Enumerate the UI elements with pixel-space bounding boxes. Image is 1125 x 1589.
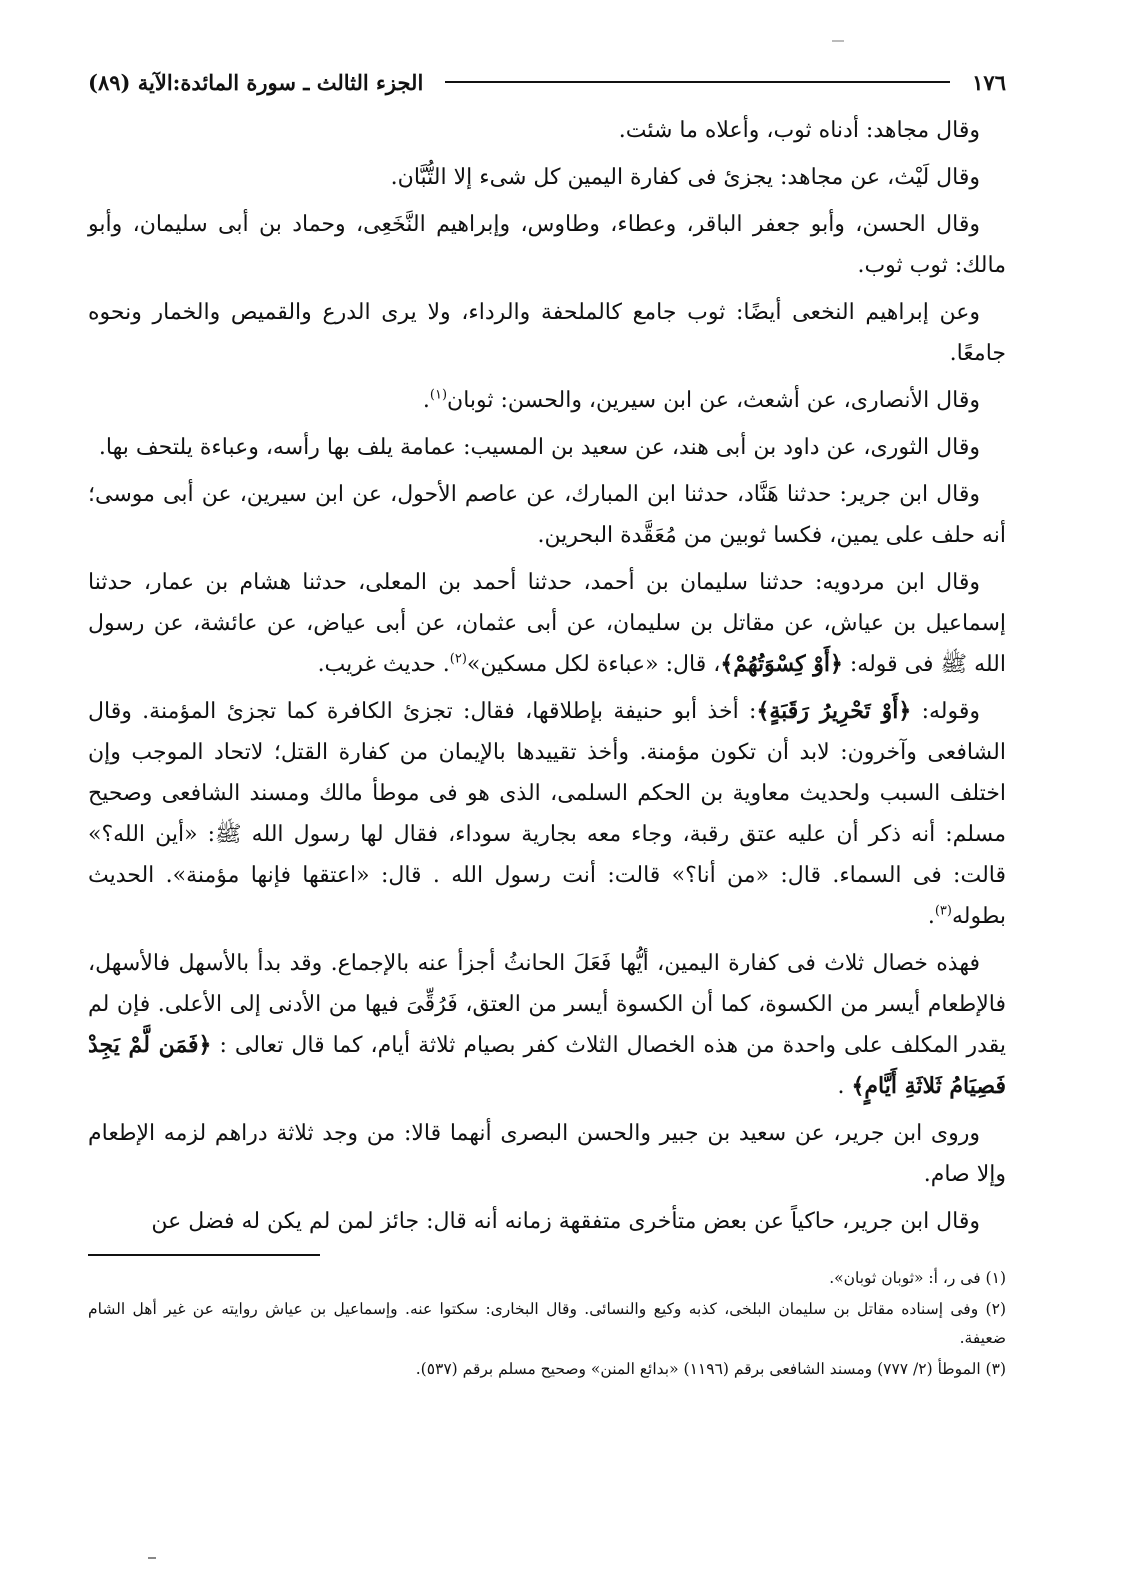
scan-mark bbox=[832, 40, 844, 42]
paragraph bbox=[88, 943, 1006, 1107]
paragraph bbox=[88, 380, 1006, 421]
paragraph bbox=[88, 691, 1006, 937]
running-title: الجزء الثالث ـ سورة المائدة:الآية (٨٩) bbox=[88, 69, 424, 95]
footnotes bbox=[88, 1264, 1006, 1384]
paragraph: وقال الحسن، وأبو جعفر الباقر، وعطاء، وطاوس، وإبراهيم النَّخَعِى، وحماد بن أبى سليمان، وأبو مالك: ثوب ثوب. bbox=[88, 212, 1006, 278]
paragraph: وروى ابن جرير، عن سعيد بن جبير والحسن البصرى أنهما قالا: من وجد ثلاثة دراهم لزمه الإطعام وإلا صام. bbox=[88, 1121, 1006, 1187]
paragraph-end: . bbox=[927, 904, 935, 929]
paragraph: وقال لَيْث، عن مجاهد: يجزئ فى كفارة اليمين كل شىء إلا التُّبَّان. bbox=[390, 165, 980, 190]
paragraph-text: وقوله: bbox=[921, 699, 981, 724]
paragraph-end: . حديث غريب. bbox=[317, 652, 450, 677]
paragraph-text: ، قال: «عباءة لكل مسكين» bbox=[466, 652, 721, 677]
paragraph-end: . bbox=[837, 1074, 852, 1099]
footnote: (١) فى ر، أ: «ثوبان ثوبان». bbox=[829, 1269, 1006, 1287]
paragraph: وقال ابن جرير، حاكياً عن بعض متأخرى متفقهة زمانه أنه قال: جائز لمن لم يكن له فضل عن bbox=[151, 1209, 980, 1234]
paragraph: وقال ابن جرير: حدثنا هَنَّاد، حدثنا ابن المبارك، عن عاصم الأحول، عن ابن سيرين، عن أبى موسى؛ أنه حلف على يمين، فكسا ثوبين من مُعَقَّدة البحرين. bbox=[88, 482, 1006, 548]
quran-verse: ﴿أَوْ تَحْرِيرُ رَقَبَةٍ﴾ bbox=[756, 698, 912, 724]
footnote-marker: (١) bbox=[429, 387, 448, 403]
paragraph-text: وقال ابن مردويه: حدثنا سليمان بن أحمد، حدثنا أحمد بن المعلى، حدثنا هشام بن عمار، حدثنا إسماعيل بن عياش، عن مقاتل بن سليمان، عن أبى عثمان، عن أبى عياض، عن عائشة، عن رسول الله ﷺ فى قوله: bbox=[88, 570, 1006, 677]
paragraph-text: وقال الأنصارى، عن أشعث، عن ابن سيرين، والحسن: ثوبان bbox=[447, 388, 980, 413]
paragraph-text: فهذه خصال ثلاث فى كفارة اليمين، أيُّها فَعَلَ الحانثُ أجزأ عنه بالإجماع. وقد بدأ بالأسهل فالأسهل، فالإطعام أيسر من الكسوة، كما أن الكسوة أيسر من العتق، فَرُقِّىَ فيها من الأدنى إلى الأعلى. فإن لم يقدر المكلف على واحدة من هذه الخصال الثلاث كفر بصيام ثلاثة أيام، كما قال تعالى : bbox=[88, 951, 1006, 1058]
footnote: (٢) وفى إسناده مقاتل بن سليمان البلخى، كذبه وكيع والنسائى. وقال البخارى: سكتوا عنه. وإسماعيل بن عياش روايته عن غير أهل الشام ضعيفة. bbox=[88, 1300, 1006, 1347]
scan-mark bbox=[148, 1557, 156, 1559]
page-number: ١٧٦ bbox=[972, 69, 1006, 95]
footnote-marker: (٣) bbox=[934, 903, 952, 919]
quran-verse: ﴿أَوْ كِسْوَتُهُمْ﴾ bbox=[720, 651, 843, 677]
quran-verse: ﴿فَمَن لَّمْ يَجِدْ فَصِيَامُ ثَلاثَةِ أَيَّامٍ﴾ bbox=[88, 1032, 1006, 1099]
paragraph-text: : أخذ أبو حنيفة بإطلاقها، فقال: تجزئ الكافرة كما تجزئ المؤمنة. وقال الشافعى وآخرون: لابد أن تكون مؤمنة. وأخذ تقييدها بالإيمان من كفارة القتل؛ لاتحاد الموجب وإن اختلف السبب ولحديث معاوية بن الحكم السلمى، الذى هو فى موطأ مالك ومسند الشافعى وصحيح مسلم: أنه ذكر أن عليه عتق رقبة، وجاء معه بجارية سوداء، فقال لها رسول الله ﷺ: «أين الله؟» قالت: فى السماء. قال: «من أنا؟» قالت: أنت رسول الله . قال: «اعتقها فإنها مؤمنة». الحديث بطوله bbox=[88, 699, 1006, 929]
paragraph: وعن إبراهيم النخعى أيضًا: ثوب جامع كالملحفة والرداء، ولا يرى الدرع والقميص والخمار ونحوه جامعًا. bbox=[88, 300, 1006, 366]
paragraph: وقال الثورى، عن داود بن أبى هند، عن سعيد بن المسيب: عمامة يلف بها رأسه، وعباءة يلتحف بها. bbox=[98, 435, 980, 460]
footnote-marker: (٢) bbox=[449, 651, 467, 667]
page bbox=[88, 62, 1006, 1502]
main-text bbox=[88, 110, 1006, 1242]
paragraph: وقال مجاهد: أدناه ثوب، وأعلاه ما شئت. bbox=[618, 118, 980, 143]
footnote-divider bbox=[88, 1254, 320, 1256]
paragraph-end: . bbox=[422, 388, 430, 413]
page-header bbox=[88, 62, 1006, 102]
footnote: (٣) الموطأ (٢/ ٧٧٧) ومسند الشافعى برقم (١١٩٦) «بدائع المنن» وصحيح مسلم برقم (٥٣٧). bbox=[415, 1360, 1006, 1378]
header-rule bbox=[445, 81, 950, 83]
paragraph bbox=[88, 562, 1006, 685]
